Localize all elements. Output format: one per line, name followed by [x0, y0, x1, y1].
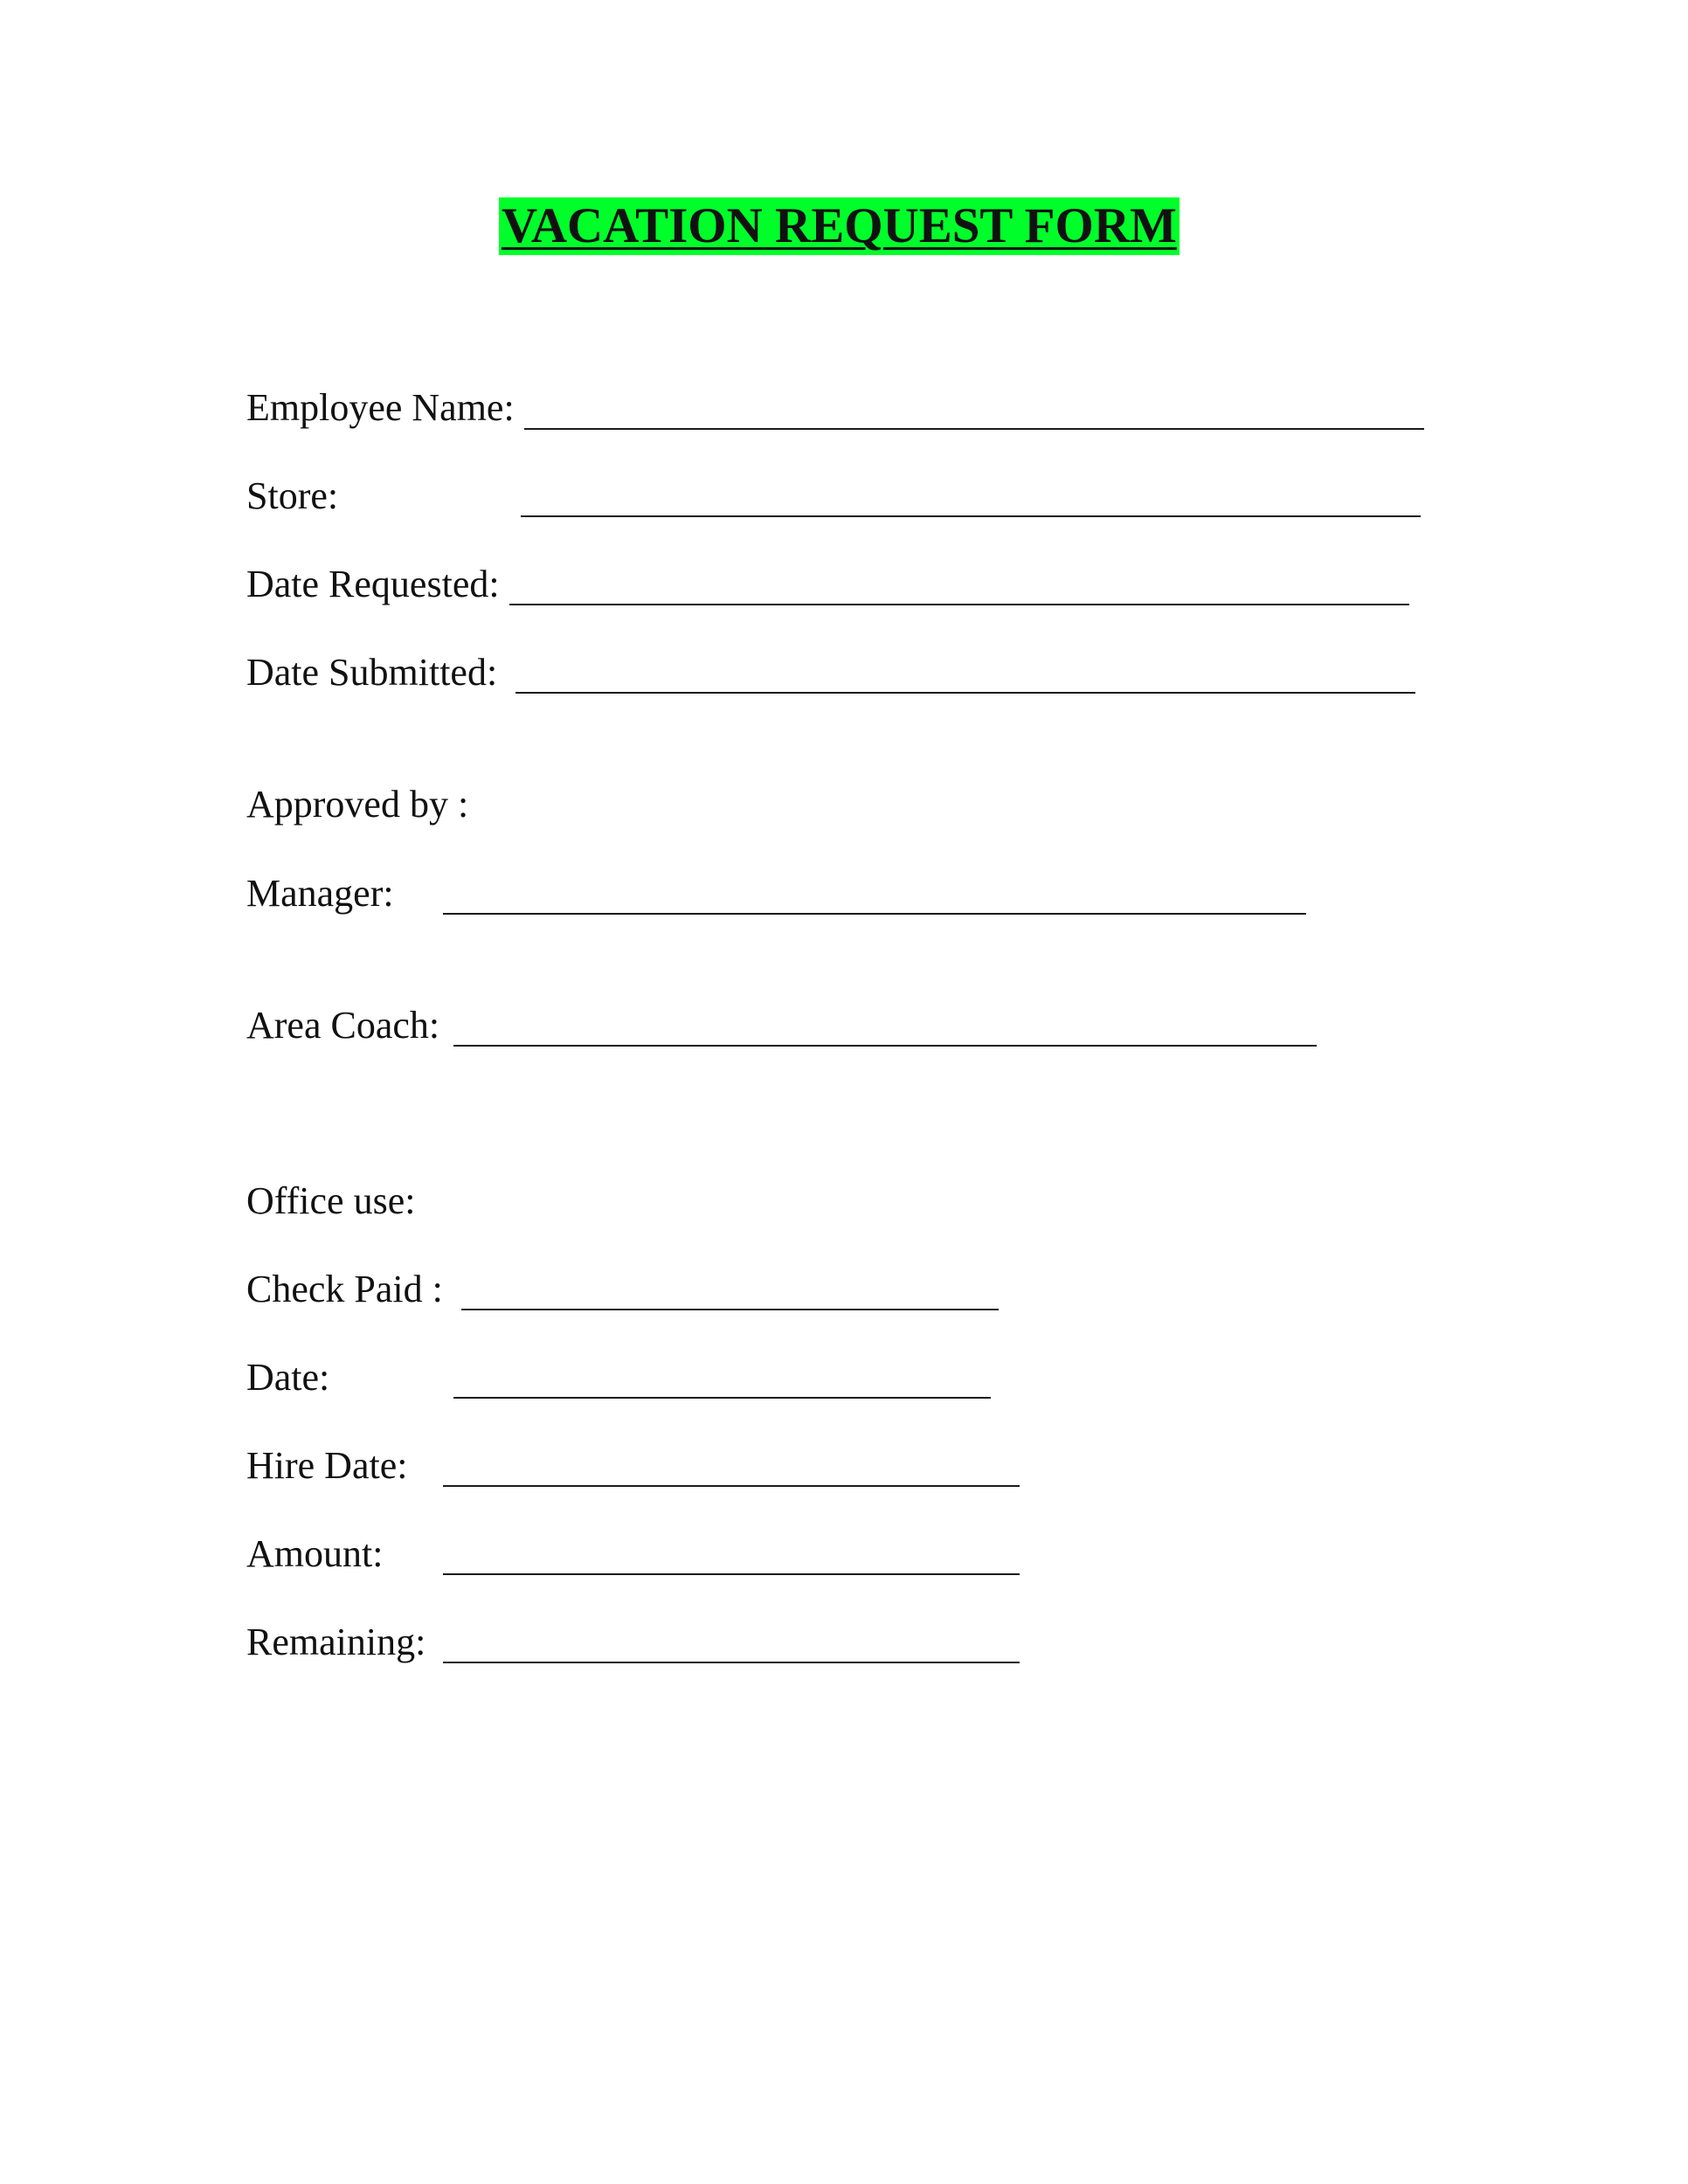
area-coach-label: Area Coach: — [246, 1004, 440, 1047]
approved-by-heading: Approved by : — [246, 783, 469, 826]
check-paid-line[interactable] — [461, 1309, 999, 1310]
store-label: Store: — [246, 474, 339, 517]
date-label: Date: — [246, 1356, 330, 1399]
employee-name-label: Employee Name: — [246, 386, 515, 429]
amount-label: Amount: — [246, 1532, 384, 1575]
date-requested-label: Date Requested: — [246, 563, 500, 605]
office-use-heading: Office use: — [246, 1179, 416, 1222]
remaining-label: Remaining: — [246, 1621, 426, 1663]
employee-name-line[interactable] — [524, 428, 1424, 430]
date-requested-line[interactable] — [509, 604, 1409, 605]
date-submitted-label: Date Submitted: — [246, 651, 498, 694]
date-submitted-line[interactable] — [515, 692, 1415, 694]
date-line[interactable] — [453, 1397, 991, 1399]
manager-line[interactable] — [443, 913, 1306, 915]
remaining-line[interactable] — [443, 1662, 1020, 1663]
hire-date-label: Hire Date: — [246, 1444, 408, 1487]
hire-date-line[interactable] — [443, 1485, 1020, 1487]
check-paid-label: Check Paid : — [246, 1268, 443, 1310]
area-coach-line[interactable] — [453, 1045, 1317, 1047]
manager-label: Manager: — [246, 872, 394, 915]
store-line[interactable] — [521, 515, 1421, 517]
amount-line[interactable] — [443, 1573, 1020, 1575]
form-title: VACATION REQUEST FORM — [499, 197, 1180, 255]
